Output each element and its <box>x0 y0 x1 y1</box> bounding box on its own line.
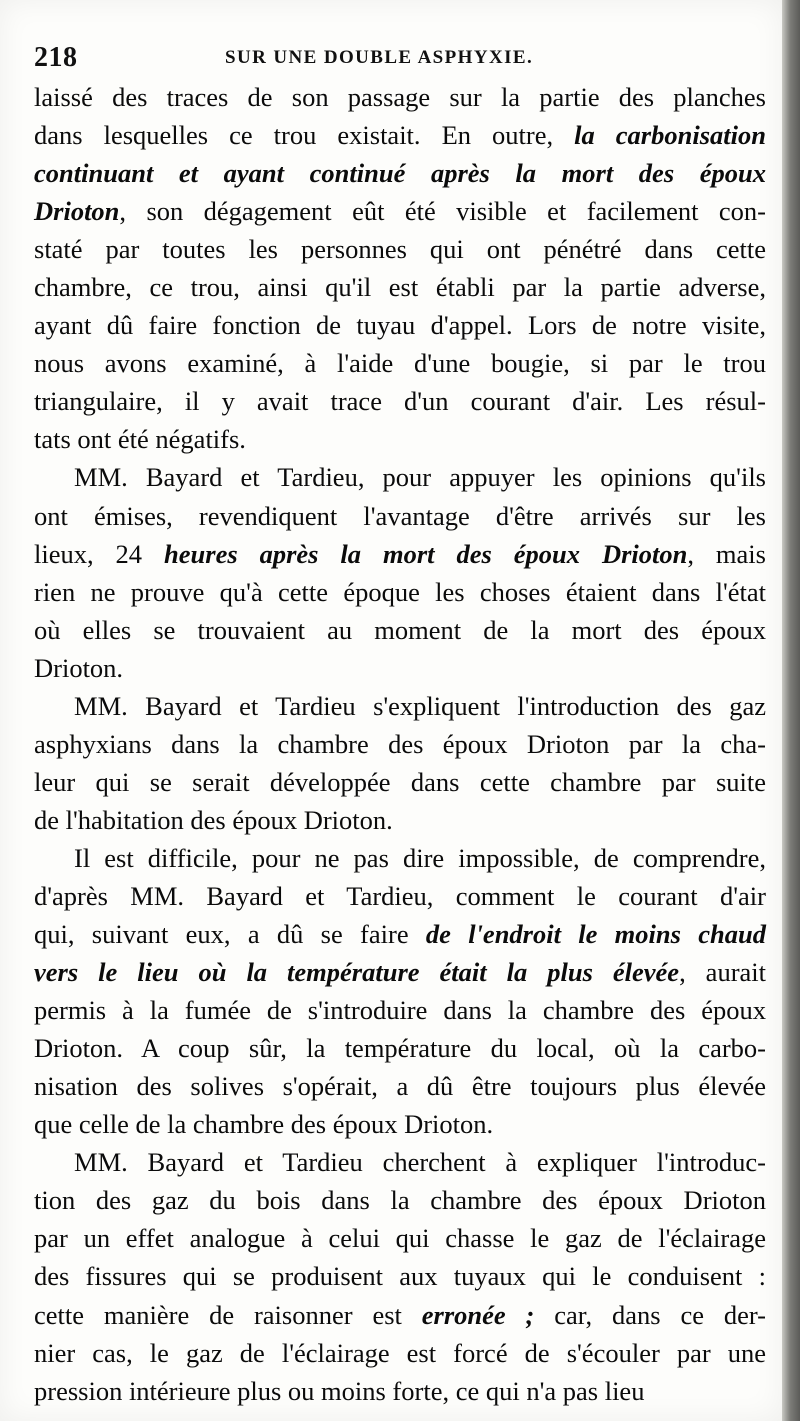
paragraph-first-line <box>34 78 766 116</box>
text-run: , aurait <box>679 957 767 988</box>
text-run: Drioton. <box>34 652 124 683</box>
text-line <box>34 192 766 230</box>
text-line <box>34 1219 766 1257</box>
text-run: chambre, ce trou, ainsi qu'il est établi par la partie adverse, <box>34 272 766 303</box>
text-run: MM. Bayard et Tardieu, pour appuyer les opinions qu'ils <box>74 462 766 493</box>
text-line <box>34 1029 766 1067</box>
text-line <box>34 1372 766 1410</box>
text-line <box>34 573 766 611</box>
text-run: nous avons examiné, à l'aide d'une bougie, si par le trou <box>34 348 766 379</box>
paragraph-first-line <box>34 1143 766 1181</box>
text-run: pression intérieure plus ou moins forte, ce qui n'a pas lieu <box>34 1375 645 1406</box>
text-line <box>34 1296 766 1334</box>
paragraph-first-line <box>34 458 766 496</box>
text-run: des fissures qui se produisent aux tuyaux qui le conduisent : <box>34 1261 766 1292</box>
text-line <box>34 877 766 915</box>
italic-text: de l'endroit le moins chaud <box>425 919 766 950</box>
text-run: staté par toutes les personnes qui ont pénétré dans cette <box>34 234 766 265</box>
text-line <box>34 1181 766 1219</box>
text-run: qui, suivant eux, a dû se faire <box>34 919 426 950</box>
text-run: laissé des traces de son passage sur la partie des planches <box>34 82 766 112</box>
italic-text: continuant et ayant continué après la mort des époux <box>34 158 766 189</box>
text-line <box>34 497 766 535</box>
text-run: nisation des solives s'opérait, a dû être toujours plus élevée <box>34 1071 766 1102</box>
text-line <box>34 915 766 953</box>
text-run: MM. Bayard et Tardieu s'expliquent l'introduction des gaz <box>74 690 766 721</box>
running-head <box>34 42 774 78</box>
text-line <box>34 611 766 649</box>
text-line <box>34 763 766 801</box>
paragraph-first-line <box>34 687 766 725</box>
text-line <box>34 1257 766 1295</box>
text-run: leur qui se serait développée dans cette chambre par suite <box>34 766 766 797</box>
text-line <box>34 1067 766 1105</box>
text-run: permis à la fumée de s'introduire dans la chambre des époux <box>34 995 766 1026</box>
running-title: SUR UNE DOUBLE ASPHYXIE. <box>225 47 534 68</box>
text-line <box>34 801 766 839</box>
text-run: asphyxians dans la chambre des époux Drioton par la cha- <box>34 728 766 759</box>
text-run: par un effet analogue à celui qui chasse le gaz de l'éclairage <box>34 1223 766 1254</box>
italic-text: Drioton <box>34 196 120 227</box>
text-run: tion des gaz du bois dans la chambre des époux Drioton <box>34 1185 766 1216</box>
text-run: lieux, 24 <box>34 538 165 569</box>
text-line <box>34 230 766 268</box>
body-text <box>34 78 766 1410</box>
text-run: Drioton. A coup sûr, la température du local, où la carbo- <box>34 1033 766 1064</box>
text-run: dans lesquelles ce trou existait. En outre, <box>34 120 575 151</box>
text-line <box>34 991 766 1029</box>
text-line <box>34 268 766 306</box>
text-line <box>34 154 766 192</box>
text-line <box>34 1105 766 1143</box>
text-run: ont émises, revendiquent l'avantage d'être arrivés sur les <box>34 500 766 531</box>
italic-text: la carbonisation <box>574 120 766 151</box>
text-line <box>34 116 766 154</box>
text-run: de l'habitation des époux Drioton. <box>34 804 393 835</box>
text-run: nier cas, le gaz de l'éclairage est forcé de s'écouler par une <box>34 1337 766 1368</box>
page-number: 218 <box>34 42 78 73</box>
text-line <box>34 344 766 382</box>
text-run: Il est difficile, pour ne pas dire impossible, de comprendre, <box>74 842 766 873</box>
italic-text: erronée ; <box>421 1299 535 1330</box>
text-run: d'après MM. Bayard et Tardieu, comment le courant d'air <box>34 880 766 911</box>
text-line <box>34 382 766 420</box>
text-run: rien ne prouve qu'à cette époque les choses étaient dans l'état <box>34 576 766 607</box>
text-line <box>34 1334 766 1372</box>
text-run: ayant dû faire fonction de tuyau d'appel. Lors de notre visite, <box>34 310 766 341</box>
text-run: où elles se trouvaient au moment de la mort des époux <box>34 614 766 645</box>
text-line <box>34 306 766 344</box>
text-run: MM. Bayard et Tardieu cherchent à expliquer l'introduc- <box>74 1147 766 1178</box>
text-line <box>34 420 766 458</box>
text-run: tats ont été négatifs. <box>34 424 246 455</box>
page-edge <box>782 0 800 1421</box>
text-run: triangulaire, il y avait trace d'un courant d'air. Les résul- <box>34 386 766 417</box>
text-run: , mais <box>687 538 766 569</box>
italic-text: vers le lieu où la température était la plus élevée <box>34 957 680 988</box>
text-run: que celle de la chambre des époux Drioton. <box>34 1109 494 1140</box>
text-line <box>34 725 766 763</box>
text-line <box>34 535 766 573</box>
text-run: , son dégagement eût été visible et facilement con- <box>119 196 766 227</box>
paragraph-first-line <box>34 839 766 877</box>
text-line <box>34 953 766 991</box>
text-run: car, dans ce der- <box>534 1299 766 1330</box>
text-run: cette manière de raisonner est <box>34 1299 422 1330</box>
text-line <box>34 649 766 687</box>
italic-text: heures après la mort des époux Drioton <box>164 538 688 569</box>
